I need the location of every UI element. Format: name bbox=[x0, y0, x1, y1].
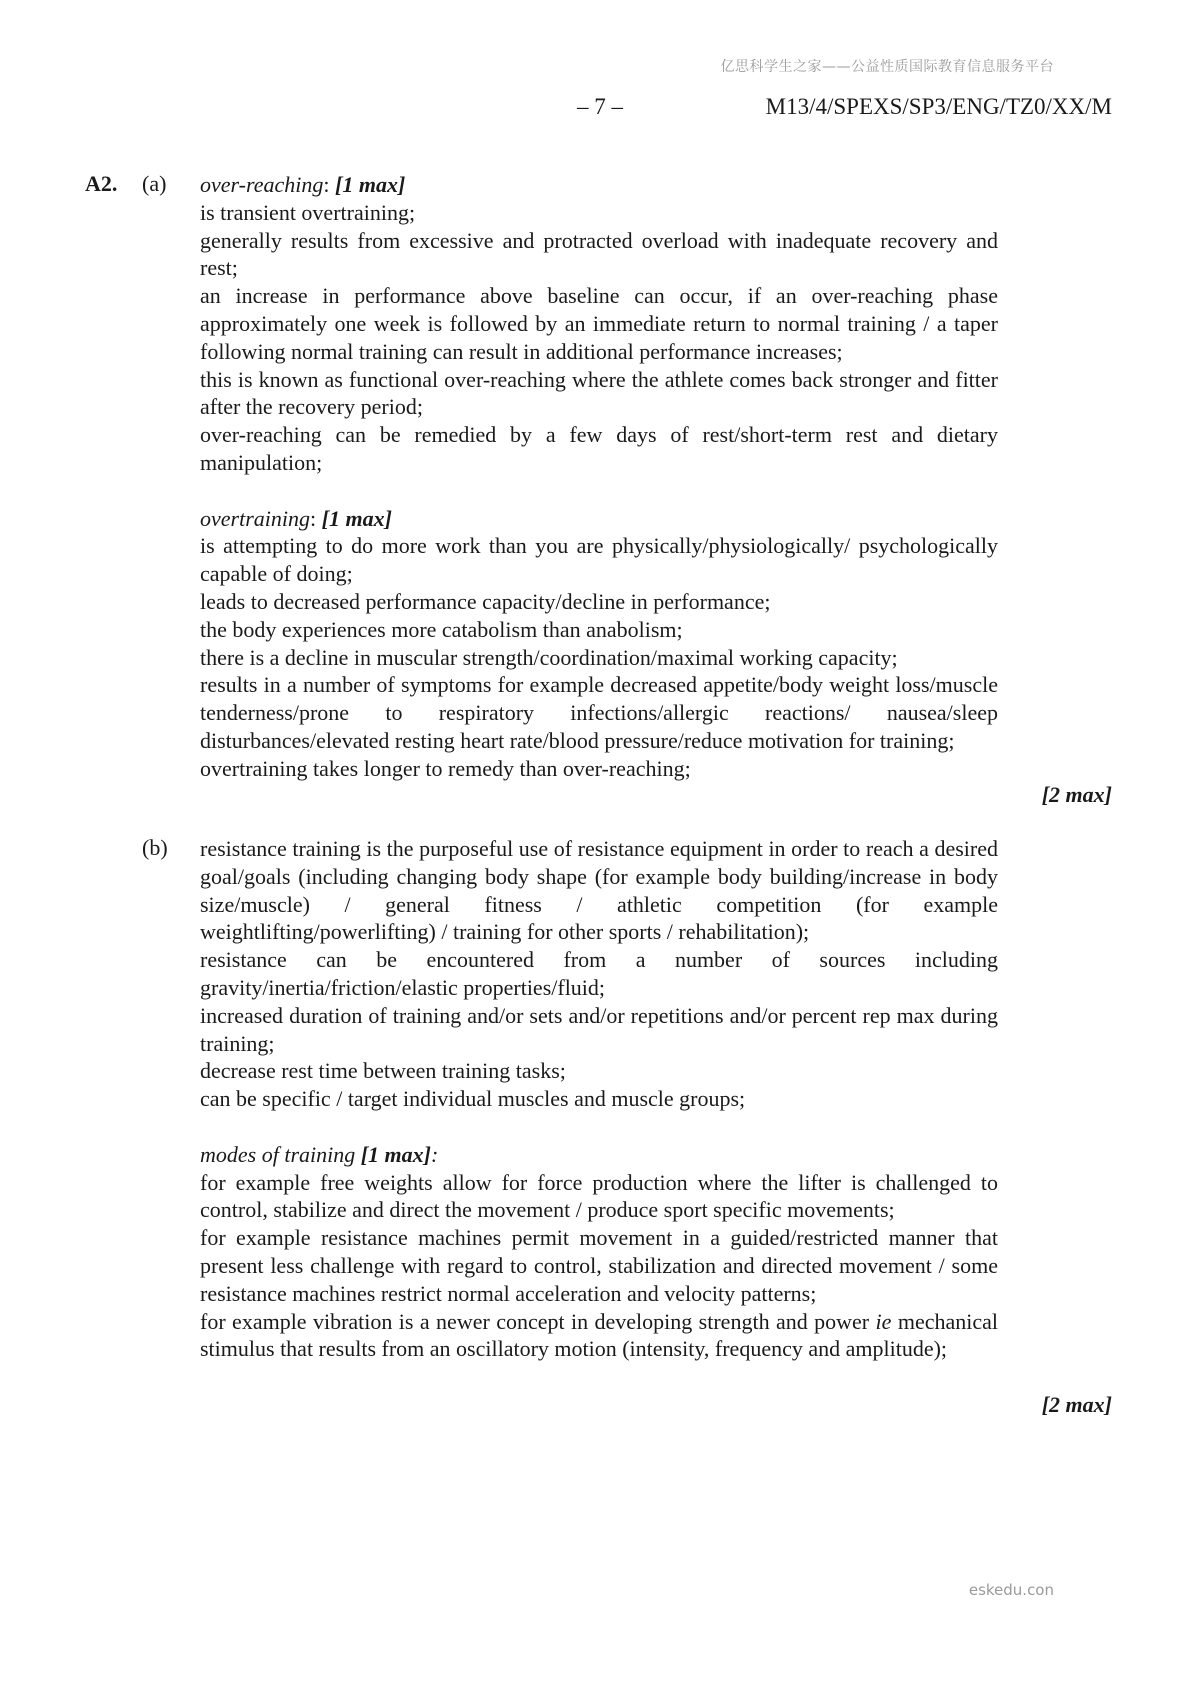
modes-point: for example free weights allow for force production where the lifter is challenged to control, stabilize and direct the movement / produce sport specific movements; bbox=[200, 1169, 998, 1223]
resistance-point: increased duration of training and/or sets and/or repetitions and/or percent rep max during training; bbox=[200, 1002, 998, 1056]
overtraining-point: overtraining takes longer to remedy than over-reaching; bbox=[200, 755, 691, 781]
overtraining-point: leads to decreased performance capacity/decline in performance; bbox=[200, 588, 771, 614]
page-number: – 7 – bbox=[577, 94, 623, 119]
part-a-marks: [2 max] bbox=[1041, 782, 1112, 807]
overtraining-heading: overtraining: [1 max] bbox=[200, 505, 392, 531]
over-reaching-point: generally results from excessive and protracted overload with inadequate recovery and rest; bbox=[200, 227, 998, 281]
watermark-text: 亿思科学生之家——公益性质国际教育信息服务平台 bbox=[720, 59, 1054, 75]
part-a-content bbox=[200, 171, 998, 783]
overtraining-point: is attempting to do more work than you are physically/physiologically/ psychologically capable of doing; bbox=[200, 533, 998, 587]
part-b-marks: [2 max] bbox=[1041, 1392, 1112, 1417]
watermark-url: eskedu.con bbox=[968, 1581, 1054, 1599]
overtraining-point: results in a number of symptoms for example decreased appetite/body weight loss/muscle tenderness/prone to respiratory infections/allergic reactions/ nausea/sleep disturbances/elevated resting heart rate/blood pressure/reduce motivation for training; bbox=[200, 672, 998, 753]
modes-point: for example vibration is a newer concept in developing strength and power ie mechanical stimulus that results from an oscillatory motion (intensity, frequency and amplitude); bbox=[200, 1308, 998, 1362]
part-b-content bbox=[200, 835, 998, 1363]
over-reaching-point: this is known as functional over-reaching where the athlete comes back stronger and fitter after the recovery period; bbox=[200, 366, 998, 420]
resistance-point: decrease rest time between training tasks; bbox=[200, 1058, 566, 1084]
modes-point: for example resistance machines permit movement in a guided/restricted manner that present less challenge with regard to control, stabilization and directed movement / some resistance machines restrict normal acceleration and velocity patterns; bbox=[200, 1225, 998, 1306]
overtraining-point: the body experiences more catabolism than anabolism; bbox=[200, 616, 683, 642]
over-reaching-point: over-reaching can be remedied by a few days of rest/short-term rest and dietary manipulation; bbox=[200, 422, 998, 475]
question-number: A2. bbox=[85, 171, 118, 196]
resistance-point: can be specific / target individual muscles and muscle groups; bbox=[200, 1086, 746, 1112]
resistance-point: resistance can be encountered from a number of sources including gravity/inertia/friction/elastic properties/fluid; bbox=[200, 947, 998, 1000]
over-reaching-point: is transient overtraining; bbox=[200, 199, 416, 225]
document-code: M13/4/SPEXS/SP3/ENG/TZ0/XX/M bbox=[765, 94, 1112, 119]
over-reaching-point: an increase in performance above baseline can occur, if an over-reaching phase approximately one week is followed by an immediate return to normal training / a taper following normal training can result in additional performance increases; bbox=[200, 283, 998, 364]
resistance-point: resistance training is the purposeful use of resistance equipment in order to reach a desired goal/goals (including changing body shape (for example body building/increase in body size/muscle) / general fitness / athletic competition (for example weightlifting/powerlifting) / training for other sports / rehabilitation); bbox=[200, 836, 998, 945]
over-reaching-heading: over-reaching: [1 max] bbox=[200, 172, 406, 197]
part-b-label: (b) bbox=[142, 835, 168, 860]
part-a-label: (a) bbox=[142, 171, 167, 196]
overtraining-point: there is a decline in muscular strength/coordination/maximal working capacity; bbox=[200, 644, 898, 670]
modes-of-training-heading: modes of training [1 max]: bbox=[200, 1141, 439, 1167]
